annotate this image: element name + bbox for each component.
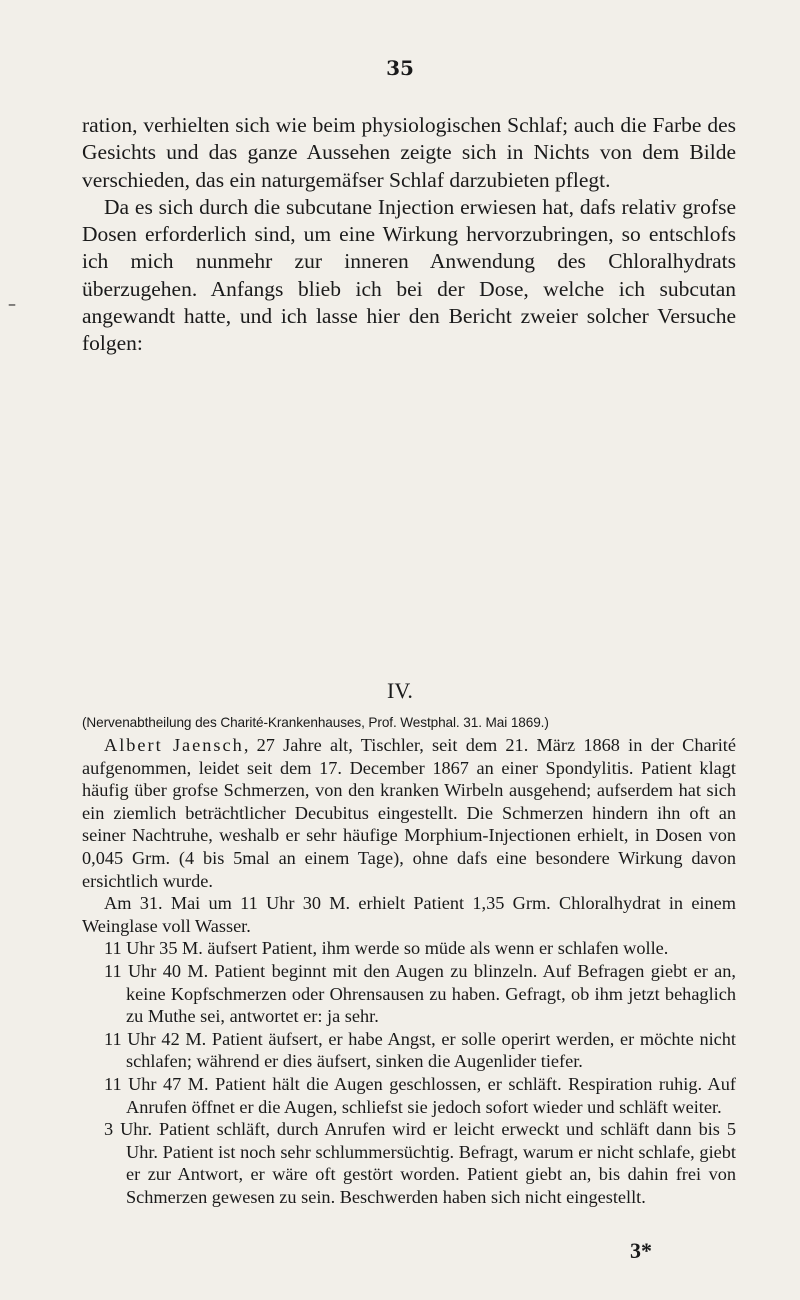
case-report <box>82 712 736 1208</box>
section-heading: IV. <box>387 678 413 703</box>
log-entry: 3 Uhr. Patient schläft, durch Anrufen wird er leicht erweckt und schläft dann bis 5 Uhr. Patient ist noch sehr schlummersüchtig. Befragt, warum er nicht schlafe, giebt er zur Antwort, er wäre oft gestört worden. Patient giebt an, bis dahin frei von Schmerzen gewesen zu sein. Beschwerden haben sich nicht eingestellt. <box>104 1119 736 1207</box>
case-dose: Am 31. Mai um 11 Uhr 30 M. erhielt Patient 1,35 Grm. Chloralhydrat in einem Weinglase voll Wasser. <box>82 893 736 936</box>
patient-name: Albert Jaensch <box>104 735 244 755</box>
log-entry: 11 Uhr 35 M. äufsert Patient, ihm werde so müde als wenn er schlafen wolle. <box>104 938 669 959</box>
body-text <box>82 112 736 358</box>
page-number: 35 <box>386 56 414 80</box>
paragraph-2: Da es sich durch die subcutane Injection erwiesen hat, dafs relativ grofse Dosen erforderlich sind, um eine Wirkung hervorzubringen, so entschlofs ich mich nunmehr zur inneren Anwendung des Chloralhydrats überzugehen. Anfangs blieb ich bei der Dose, welche ich subcutan angewandt hatte, und ich lasse hier den Bericht zweier solcher Versuche folgen: <box>82 194 736 356</box>
source-line: (Nervenabtheilung des Charité-Krankenhauses, Prof. Westphal. 31. Mai 1869.) <box>82 715 549 730</box>
signature-mark: 3* <box>630 1238 652 1263</box>
case-intro <box>82 734 736 892</box>
case-intro-text: , 27 Jahre alt, Tischler, seit dem 21. März 1868 in der Charité aufgenommen, leidet seit dem 17. December 1867 an einer Spondylitis. Patient klagt häufig über grofse Schmerzen, von den kranken Wirbeln ausgehend; aufserdem hat sich ein ziemlich beträchtlicher Decubitus eingestellt. Die Schmerzen hindern ihn oft an seiner Nachtruhe, weshalb er sehr häufige Morphium-Injectionen erhielt, in Dosen von 0,045 Grm. (4 bis 5mal an einem Tage), ohne dafs eine besondere Wirkung davon ersichtlich wurde. <box>82 735 736 891</box>
paragraph-1: ration, verhielten sich wie beim physiologischen Schlaf; auch die Farbe des Gesichts und das ganze Aussehen zeigte sich in Nichts von dem Bilde verschieden, das ein naturgemäfser Schlaf darzubieten pflegt. <box>82 113 736 192</box>
log-entry: 11 Uhr 42 M. Patient äufsert, er habe Angst, er solle operirt werden, er möchte nicht schlafen; während er dies äufsert, sinken die Augenlider tiefer. <box>104 1028 736 1072</box>
margin-mark: – <box>8 294 16 313</box>
log-entry: 11 Uhr 47 M. Patient hält die Augen geschlossen, er schläft. Respiration ruhig. Auf Anrufen öffnet er die Augen, schliefst sie jedoch sofort wieder und schläft weiter. <box>104 1073 736 1117</box>
log-entry: 11 Uhr 40 M. Patient beginnt mit den Augen zu blinzeln. Auf Befragen giebt er an, keine Kopfschmerzen oder Ohrensausen zu haben. Gefragt, ob ihm jetzt behaglich zu Muthe sei, antwortet er: ja sehr. <box>104 960 736 1027</box>
